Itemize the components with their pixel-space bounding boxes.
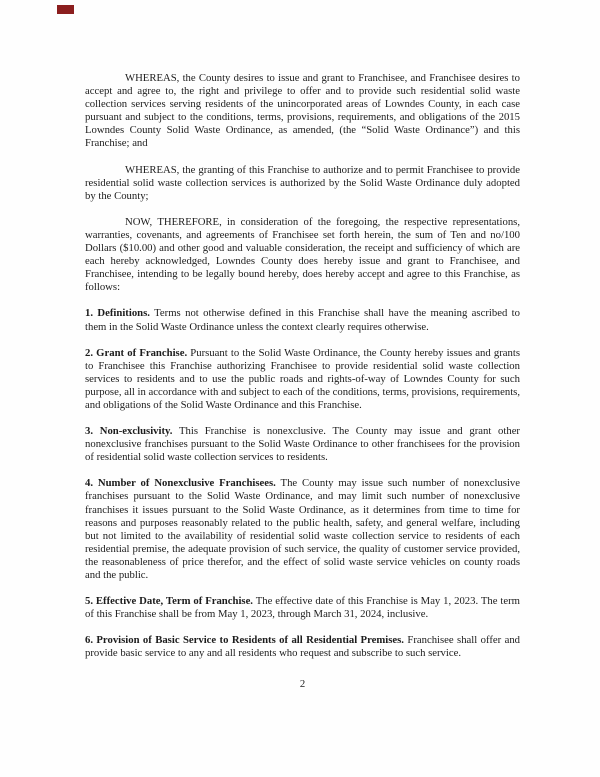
- section-6-body: Franchisee shall offer and provide basic service to any and all residents who request and subscribe to such service.: [85, 634, 521, 660]
- section-1-definitions: [85, 307, 520, 333]
- section-6-heading: 6. Provision of Basic Service to Residents of all Residential Premises.: [85, 634, 404, 647]
- section-3-non-exclusivity: [85, 425, 520, 464]
- section-1-body: Terms not otherwise defined in this Franchise shall have the meaning ascribed to them in the Solid Waste Ordinance unless the context clearly requires otherwise.: [85, 307, 520, 333]
- section-5-heading: 5. Effective Date, Term of Franchise.: [85, 595, 253, 608]
- now-therefore-paragraph: NOW, THEREFORE, in consideration of the foregoing, the respective representations, warranties, covenants, and agreements of Franchisee set forth herein, the sum of Ten and no/100 Dollars ($10.00) and other good and valuable consideration, the receipt and sufficiency of which are each hereby acknowledged, Lowndes County does hereby issue and grant to Franchisee, and Franchisee, intending to be legally bound hereby, does hereby accept and agree to this Franchise, as follows:: [85, 215, 520, 294]
- section-5-body: The effective date of this Franchise is May 1, 2023. The term of this Franchise shall be from May 1, 2023, through March 31, 2024, inclusive.: [85, 595, 520, 621]
- section-2-grant-of-franchise: [85, 347, 520, 412]
- section-2-heading: 2. Grant of Franchise.: [85, 346, 188, 359]
- section-4-number-of-nonexclusive-franchisees: [85, 477, 520, 582]
- section-4-body: The County may issue such number of nonexclusive franchises pursuant to the Solid Waste Ordinance, and may limit such number of nonexclusive franchises it issues pursuant to the Solid Waste Ordinance, as it determines from time to time for reasons and purposes reasonably related to the public health, safety, and general welfare, including but not limited to the availability of residential solid waste collection service to residents of each residential premise, the adequate provision of such service, the quality of customer service provided, the reasonableness of price therefor, and the effect of solid waste service vehicles on county roads and the public.: [85, 477, 521, 581]
- section-5-effective-date-term: [85, 595, 520, 621]
- whereas-paragraph-2: WHEREAS, the granting of this Franchise to authorize and to permit Franchisee to provide residential solid waste collection services is authorized by the Solid Waste Ordinance duly adopted by the County;: [85, 163, 520, 202]
- section-4-heading: 4. Number of Nonexclusive Franchisees.: [85, 477, 276, 490]
- section-3-body: This Franchise is nonexclusive. The County may issue and grant other nonexclusive franchises pursuant to the Solid Waste Ordinance to other franchisees for the provision of residential solid waste collection services to residents.: [85, 425, 520, 464]
- scan-artifact-mark: [57, 5, 74, 14]
- page-number: 2: [299, 678, 306, 691]
- section-1-heading: 1. Definitions.: [85, 307, 150, 320]
- section-6-provision-of-basic-service: [85, 634, 520, 660]
- whereas-paragraph-1: WHEREAS, the County desires to issue and grant to Franchisee, and Franchisee desires to accept and agree to, the right and privilege to offer and to provide such residential solid waste collection services serving residents of the unincorporated areas of Lowndes County, in each case pursuant and subject to the conditions, terms, provisions, requirements, and obligations of the 2015 Lowndes County Solid Waste Ordinance, as amended, (the “Solid Waste Ordinance”) and this Franchise; and: [85, 72, 520, 150]
- section-2-body: Pursuant to the Solid Waste Ordinance, the County hereby issues and grants to Franchisee this Franchise authorizing Franchisee to provide residential solid waste collection services to residents and to use the public roads and rights-of-way of Lowndes County for such purpose, all in accordance with and subject to each of the conditions, terms, provisions, requirements, and obligations of the Solid Waste Ordinance and this Franchise.: [85, 346, 521, 411]
- section-3-heading: 3. Non-exclusivity.: [85, 425, 173, 438]
